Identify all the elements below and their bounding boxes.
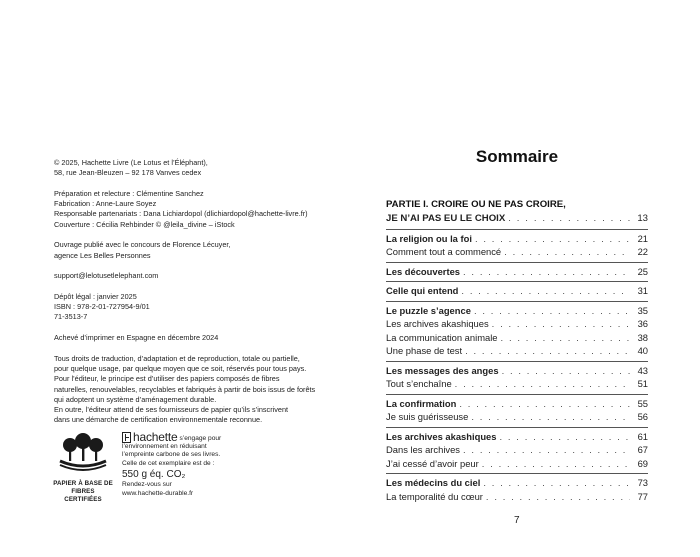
fsc-badge	[52, 431, 114, 503]
toc-entry-label: Celle qui entend	[386, 285, 459, 296]
toc-section-entry	[386, 443, 648, 457]
toc-section-entry	[386, 490, 648, 504]
toc-entry-label: Les médecins du ciel	[386, 477, 481, 488]
toc-chapter-group	[386, 361, 648, 391]
rights-line: qui adoptent un système d’aménagement durable.	[54, 394, 217, 404]
toc-entry-label: La religion ou la foi	[386, 232, 472, 244]
toc-page-number: 22	[637, 246, 648, 257]
toc-page-number: 61	[637, 430, 648, 442]
toc-entry-label: Le puzzle s’agence	[386, 304, 471, 316]
rights-line: Pour l’éditeur, le principe est d’utiliser des papiers composés de fibres	[54, 374, 280, 384]
copyright-line: © 2025, Hachette Livre (Le Lotus et l’Éléphant),	[54, 158, 208, 167]
toc-chapter-entry	[386, 284, 648, 298]
toc-chapter-group	[386, 473, 648, 503]
toc-chapter-entry	[386, 397, 648, 411]
rights-line: dans une démarche de certification environnementale reconnue.	[54, 415, 263, 425]
tree-icon	[54, 431, 112, 477]
toc-page-number: 55	[637, 397, 648, 409]
toc-page-number: 36	[637, 318, 648, 329]
rights-line: naturelles, renouvelables, recyclables et fabriqués à partir de bois issus de forêts	[54, 384, 316, 394]
page-number: 7	[514, 515, 520, 526]
toc-entry-label: Les découvertes	[386, 265, 460, 277]
toc-leader-dots	[474, 304, 630, 318]
toc-part-title-line: JE N’AI PAS EU LE CHOIX	[386, 213, 506, 224]
toc-page-number: 25	[637, 265, 648, 277]
toc-leader-dots	[461, 284, 630, 298]
rights-block	[54, 354, 344, 426]
toc-page-number: 21	[637, 232, 648, 244]
co2-value: 550 g éq. CO₂	[122, 469, 186, 481]
toc-leader-dots	[463, 443, 630, 457]
toc-section-entry	[386, 344, 648, 358]
support-email: support@lelotusetlelephant.com	[54, 271, 159, 281]
toc-leader-dots	[475, 232, 630, 246]
toc-leader-dots	[504, 245, 630, 259]
credit-line: Fabrication : Anne-Laure Soyez	[54, 199, 157, 209]
hachette-footer-line: Rendez-vous sur	[122, 481, 172, 489]
hachette-url: www.hachette-durable.fr	[122, 489, 194, 497]
toc-leader-dots	[502, 364, 630, 378]
fsc-label-line: FIBRES CERTIFIÉES	[64, 487, 102, 503]
fsc-label	[52, 480, 114, 503]
hachette-line: l’environnement en réduisant	[122, 443, 207, 450]
toc-chapter-entry	[386, 265, 648, 279]
toc-entries	[386, 229, 648, 504]
toc-title: Sommaire	[475, 147, 559, 166]
toc-entry-label: Les archives akashiques	[386, 318, 489, 329]
hachette-logo	[122, 431, 177, 443]
toc-leader-dots	[455, 377, 630, 391]
toc-leader-dots	[508, 212, 630, 226]
toc-leader-dots	[459, 397, 630, 411]
toc-leader-dots	[465, 344, 630, 358]
printed-line: Achevé d’imprimer en Espagne en décembre 2024	[54, 333, 219, 343]
toc-chapter-group	[386, 394, 648, 424]
toc-page-number: 73	[637, 477, 648, 488]
contest-line: agence Les Belles Personnes	[54, 250, 151, 260]
toc-leader-dots	[486, 490, 630, 504]
toc-chapter-entry	[386, 304, 648, 318]
toc-section-entry	[386, 245, 648, 259]
toc-chapter-group	[386, 281, 648, 298]
table-of-contents	[386, 146, 648, 503]
toc-leader-dots	[483, 476, 630, 490]
toc-entry-label: Dans les archives	[386, 444, 460, 455]
hachette-logo-icon	[122, 432, 131, 443]
toc-leader-dots	[501, 331, 630, 345]
toc-section-entry	[386, 331, 648, 345]
contest-line: Ouvrage publié avec le concours de Florence Lécuyer,	[54, 240, 231, 250]
toc-leader-dots	[492, 317, 630, 331]
hachette-brand-row	[122, 431, 312, 443]
toc-chapter-group	[386, 301, 648, 358]
toc-entry-label: Tout s’enchaîne	[386, 378, 452, 389]
legal-line: Dépôt légal : janvier 2025	[54, 291, 137, 301]
credit-line: Couverture : Cécilia Rehbinder © @leila_divine – iStock	[54, 219, 235, 229]
toc-page-number: 31	[637, 285, 648, 296]
toc-chapter-entry	[386, 364, 648, 378]
credit-line: Préparation et relecture : Clémentine Sanchez	[54, 188, 204, 198]
toc-part-title-line: PARTIE I. CROIRE OU NE PAS CROIRE,	[386, 199, 566, 210]
toc-page-number: 56	[637, 411, 648, 422]
toc-leader-dots	[463, 265, 630, 279]
toc-chapter-entry	[386, 476, 648, 490]
toc-page-number: 35	[637, 304, 648, 316]
copyright-line: 58, rue Jean-Bleuzen – 92 178 Vanves cedex	[54, 168, 202, 178]
toc-chapter-group	[386, 262, 648, 279]
legal-block	[54, 292, 344, 323]
contest-block	[54, 240, 344, 261]
hachette-carbon-notice	[122, 431, 312, 498]
credits-block	[54, 189, 344, 230]
toc-page-number: 13	[637, 213, 648, 224]
toc-section-entry	[386, 457, 648, 471]
copyright-block	[54, 158, 344, 179]
rights-line: En outre, l’éditeur attend de ses fournisseurs de papier qu’ils s’inscrivent	[54, 405, 289, 415]
hachette-line: Celle de cet exemplaire est de :	[122, 459, 215, 467]
toc-entry-label: La confirmation	[386, 397, 457, 409]
toc-entry-label: La temporalité du cœur	[386, 490, 483, 502]
toc-section-entry	[386, 410, 648, 424]
rights-line: pour quelque usage, par quelque moyen que ce soit, réservés pour tous pays.	[54, 363, 307, 373]
toc-leader-dots	[482, 457, 630, 471]
fsc-label-line: PAPIER À BASE DE	[53, 480, 113, 487]
hachette-line: l’empreinte carbone de ses livres.	[122, 451, 221, 459]
toc-chapter-entry	[386, 430, 648, 444]
toc-entry-label: Les messages des anges	[386, 364, 499, 376]
toc-leader-dots	[471, 410, 630, 424]
toc-page-number: 43	[637, 364, 648, 376]
hachette-wordmark: hachette	[133, 430, 178, 444]
toc-section-entry	[386, 317, 648, 331]
toc-chapter-group	[386, 229, 648, 259]
toc-page-number: 40	[637, 345, 648, 356]
support-block	[54, 271, 344, 281]
colophon	[54, 158, 344, 436]
toc-entry-label: Une phase de test	[386, 345, 463, 356]
toc-entry-label: J’ai cessé d’avoir peur	[386, 457, 479, 469]
rights-line: Tous droits de traduction, d’adaptation et de reproduction, totale ou partielle,	[54, 353, 300, 363]
toc-page-number: 51	[637, 378, 648, 389]
toc-entry-label: La communication animale	[386, 331, 498, 343]
hachette-tagline: s’engage pour	[179, 434, 222, 442]
toc-part-row	[386, 212, 648, 226]
toc-page-number: 69	[637, 457, 648, 469]
printed-block	[54, 333, 344, 343]
credit-line: Responsable partenariats : Dana Lichiardopol (dlichiardopol@hachette-livre.fr)	[54, 209, 308, 219]
toc-chapter-group	[386, 427, 648, 471]
toc-chapter-entry	[386, 232, 648, 246]
toc-section-entry	[386, 377, 648, 391]
toc-page-number: 38	[637, 331, 648, 343]
toc-leader-dots	[499, 430, 630, 444]
toc-page-number: 77	[637, 490, 648, 502]
toc-entry-label: Comment tout a commencé	[386, 246, 502, 257]
legal-line: ISBN : 978-2-01-727954-9/01	[54, 302, 150, 312]
environment-footer	[52, 431, 312, 521]
toc-entry-label: Les archives akashiques	[386, 430, 497, 442]
legal-line: 71-3513-7	[54, 312, 88, 322]
toc-page-number: 67	[637, 444, 648, 455]
toc-entry-label: Je suis guérisseuse	[386, 411, 469, 422]
toc-part	[386, 198, 648, 226]
